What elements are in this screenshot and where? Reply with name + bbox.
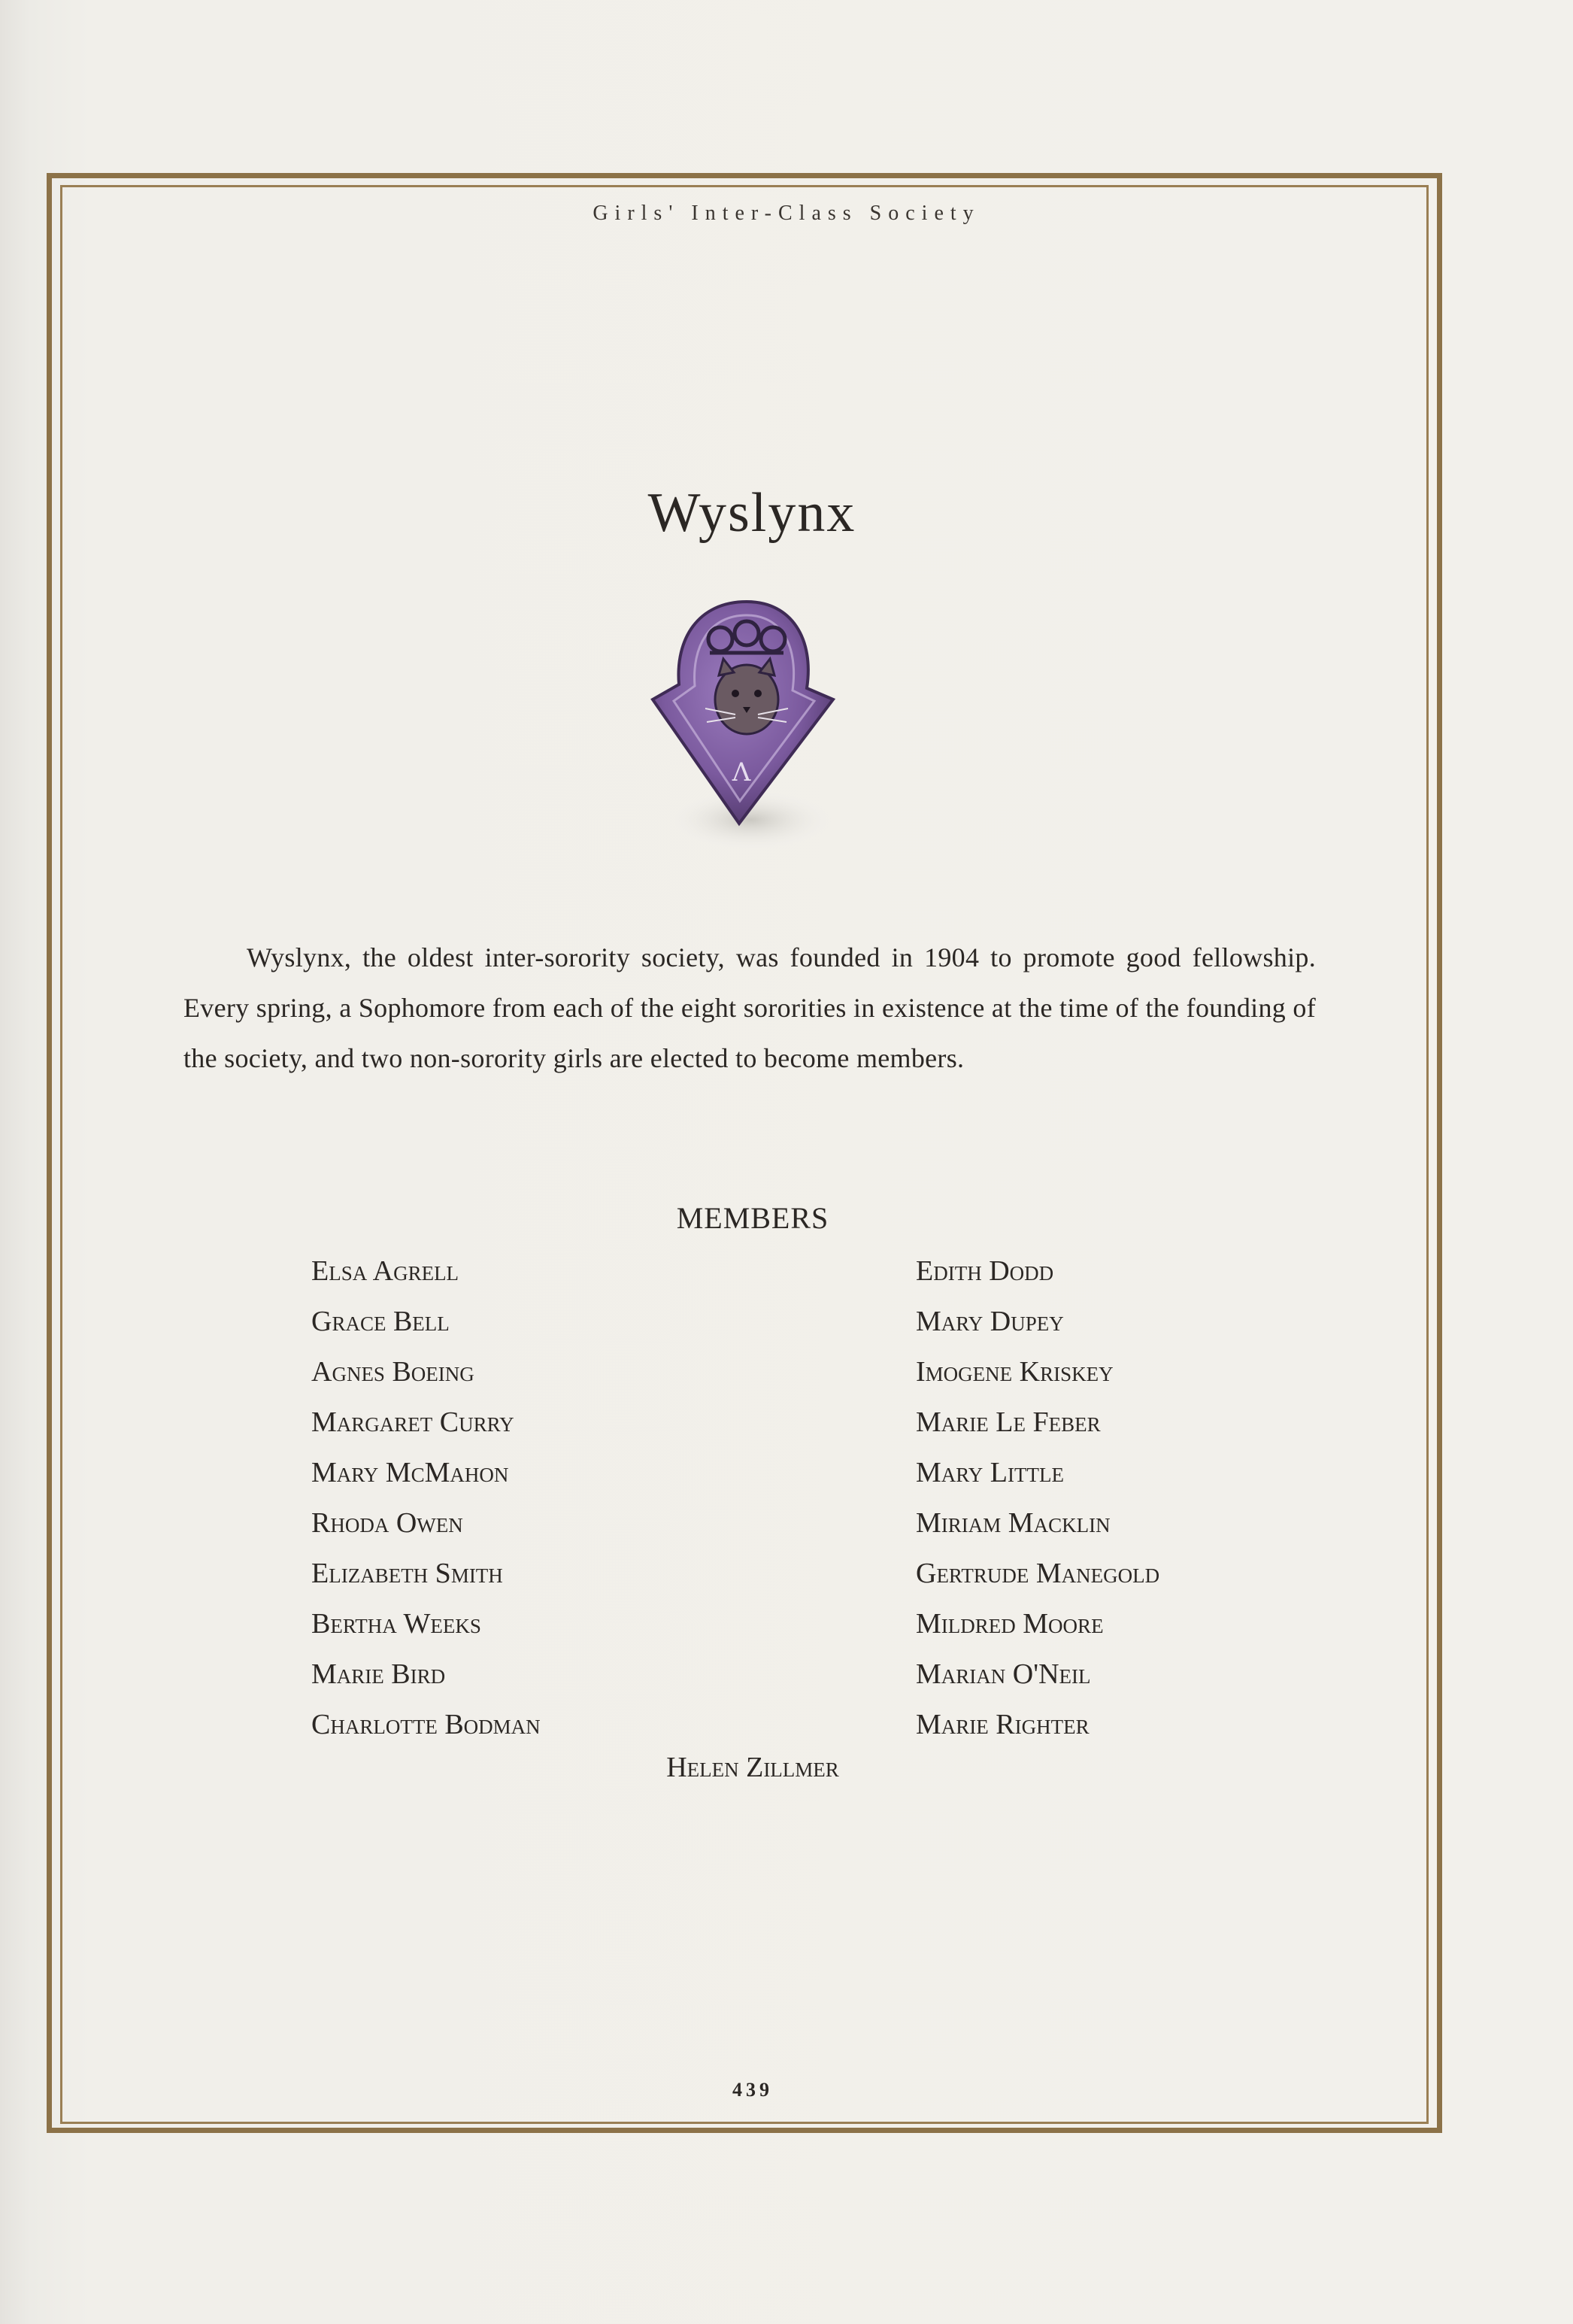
member-name: Edith Dodd: [916, 1255, 1054, 1287]
member-name: Margaret Curry: [311, 1406, 514, 1438]
lynx-pin-icon: [645, 594, 848, 857]
member-name: Marie Le Feber: [916, 1406, 1101, 1438]
member-name: Elizabeth Smith: [311, 1558, 503, 1589]
member-name: Mary Little: [916, 1457, 1064, 1488]
member-name: Bertha Weeks: [311, 1608, 481, 1640]
member-name: Rhoda Owen: [311, 1507, 463, 1539]
members-right-column: [916, 1255, 1159, 1758]
member-name: Charlotte Bodman: [311, 1709, 541, 1740]
member-name: Gertrude Manegold: [916, 1558, 1160, 1589]
member-name: Elsa Agrell: [311, 1255, 459, 1287]
members-heading: MEMBERS: [676, 1201, 829, 1235]
member-name: Imogene Kriskey: [916, 1356, 1114, 1388]
running-head: Girls' Inter-Class Society: [593, 202, 980, 225]
member-name: Grace Bell: [311, 1306, 450, 1337]
member-name: Mary Dupey: [916, 1306, 1064, 1337]
page-number: 439: [732, 2079, 773, 2101]
member-name-centered: Helen Zillmer: [666, 1752, 839, 1783]
members-left-column: [311, 1255, 541, 1758]
member-name: Marie Righter: [916, 1709, 1090, 1740]
member-name: Agnes Boeing: [311, 1356, 474, 1388]
inner-border: [60, 185, 1429, 2124]
page-title: Wyslynx: [647, 482, 856, 544]
member-name: Mary McMahon: [311, 1457, 509, 1488]
pin-letter: Λ: [732, 757, 751, 787]
member-name: Marie Bird: [311, 1658, 446, 1690]
member-name: Miriam Macklin: [916, 1507, 1111, 1539]
description-paragraph: Wyslynx, the oldest inter-sorority society, was founded in 1904 to promote good fellowship. Every spring, a Sophomore from each of the eight sororities in existence at the time of the founding of the society, and two non-sorority girls are elected to become members.: [183, 942, 1316, 1073]
member-name: Marian O'Neil: [916, 1658, 1091, 1690]
member-name: Mildred Moore: [916, 1608, 1104, 1640]
